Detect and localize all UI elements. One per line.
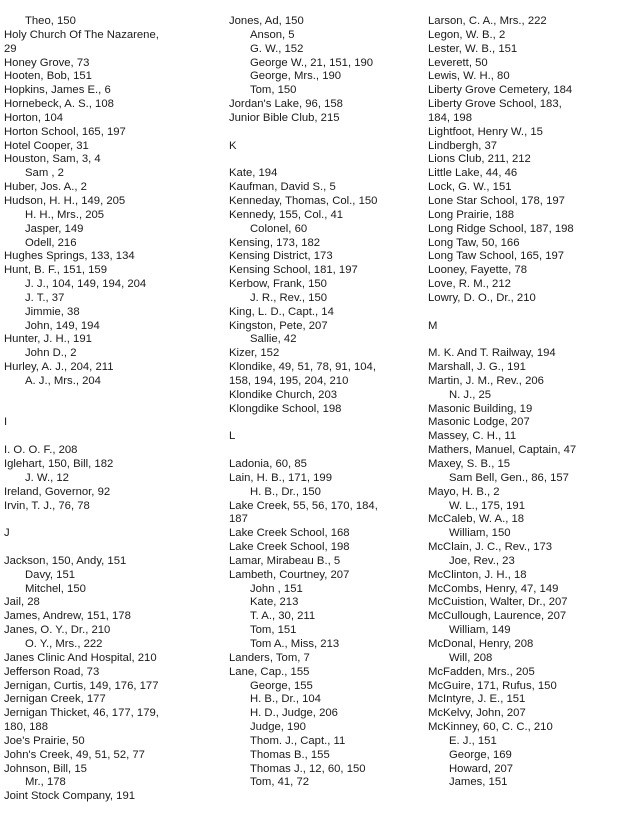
- index-entry: Lake Creek, 55, 56, 170, 184,: [229, 499, 378, 512]
- index-entry: Janes Clinic And Hospital, 210: [4, 651, 157, 664]
- index-entry: Liberty Grove School, 183,: [428, 98, 562, 111]
- index-subentry: Jimmie, 38: [25, 305, 80, 318]
- index-entry: Lake Creek School, 168: [229, 527, 350, 540]
- index-entry: Ireland, Governor, 92: [4, 485, 111, 498]
- index-entry: 29: [4, 42, 17, 55]
- index-entry: Joe's Prairie, 50: [4, 734, 85, 747]
- index-subentry: John , 151: [250, 582, 303, 595]
- index-column-left: [4, 15, 224, 804]
- index-entry: Hunter, J. H., 191: [4, 333, 92, 346]
- index-entry: Klondike, 49, 51, 78, 91, 104,: [229, 361, 376, 374]
- index-entry: Hornebeck, A. S., 108: [4, 98, 114, 111]
- index-entry: Horton, 104: [4, 111, 64, 124]
- index-entry: Hudson, H. H., 149, 205: [4, 194, 126, 207]
- index-entry: McCaleb, W. A., 18: [428, 513, 525, 526]
- index-subentry: Thomas J., 12, 60, 150: [250, 762, 366, 775]
- index-entry: Kennedy, 155, Col., 41: [229, 208, 344, 221]
- index-entry: Jefferson Road, 73: [4, 665, 100, 678]
- index-entry: Long Taw, 50, 166: [428, 236, 520, 249]
- index-subentry: Sallie, 42: [250, 333, 297, 346]
- index-subentry: H. B., Dr., 104: [250, 693, 321, 706]
- index-subentry: E. J., 151: [449, 734, 497, 747]
- index-subentry: Davy, 151: [25, 568, 76, 581]
- index-entry: Houston, Sam, 3, 4: [4, 153, 101, 166]
- index-subentry: John D., 2: [25, 347, 77, 360]
- index-entry: Landers, Tom, 7: [229, 651, 310, 664]
- index-subentry: H. H., Mrs., 205: [25, 208, 105, 221]
- index-subentry: Mitchel, 150: [25, 582, 86, 595]
- section-letter-heading: L: [229, 430, 236, 443]
- index-entry: Love, R. M., 212: [428, 278, 511, 291]
- index-entry: James, Andrew, 151, 178: [4, 610, 131, 623]
- index-entry: Marshall, J. G., 191: [428, 361, 526, 374]
- blank-line: [4, 389, 224, 403]
- index-entry: Masonic Building, 19: [428, 402, 533, 415]
- index-entry: McGuire, 171, Rufus, 150: [428, 679, 557, 692]
- index-entry: Lain, H. B., 171, 199: [229, 471, 332, 484]
- index-subentry: William, 150: [449, 527, 511, 540]
- blank-line: [4, 430, 224, 444]
- index-entry: McKinney, 60, C. C., 210: [428, 721, 553, 734]
- index-entry: Lindbergh, 37: [428, 139, 498, 152]
- index-entry: Ladonia, 60, 85: [229, 458, 307, 470]
- index-entry: Looney, Fayette, 78: [428, 264, 528, 277]
- index-entry: I. O. O. F., 208: [4, 444, 78, 457]
- index-entry: Klondike Church, 203: [229, 388, 338, 401]
- index-subentry: George, 169: [449, 748, 512, 761]
- index-entry: Jail, 28: [4, 596, 40, 609]
- index-entry: Larson, C. A., Mrs., 222: [428, 15, 547, 27]
- index-subentry: George, Mrs., 190: [250, 70, 342, 83]
- index-entry: 184, 198: [428, 111, 472, 124]
- index-subentry: J. T., 37: [25, 291, 65, 304]
- index-entry: Irvin, T. J., 76, 78: [4, 499, 90, 512]
- index-entry: Kate, 194: [229, 167, 278, 180]
- index-subentry: Thomas B., 155: [250, 748, 330, 761]
- index-entry: Holy Church Of The Nazarene,: [4, 28, 159, 41]
- index-entry: Jernigan, Curtis, 149, 176, 177: [4, 679, 159, 692]
- index-entry: Kenneday, Thomas, Col., 150: [229, 194, 378, 207]
- index-subentry: Howard, 207: [449, 762, 514, 775]
- index-subentry: Kate, 213: [250, 596, 299, 609]
- index-entry: Lamar, Mirabeau B., 5: [229, 554, 341, 567]
- index-column-middle: [229, 15, 421, 790]
- index-entry: Lightfoot, Henry W., 15: [428, 125, 543, 138]
- index-subentry: N. J., 25: [449, 388, 492, 401]
- index-entry: McClain, J. C., Rev., 173: [428, 541, 553, 554]
- index-entry: McFadden, Mrs., 205: [428, 665, 535, 678]
- index-entry: Jordan's Lake, 96, 158: [229, 98, 343, 111]
- index-entry: John's Creek, 49, 51, 52, 77: [4, 748, 145, 761]
- index-entry: Kaufman, David S., 5: [229, 181, 336, 194]
- index-entry: Junior Bible Club, 215: [229, 111, 340, 124]
- index-entry: Horton School, 165, 197: [4, 125, 126, 138]
- section-letter-heading: J: [4, 527, 10, 540]
- index-subentry: O. Y., Mrs., 222: [25, 637, 103, 650]
- index-subentry: Tom A., Miss, 213: [250, 637, 340, 650]
- index-subentry: Will, 208: [449, 651, 493, 664]
- index-entry: Hooten, Bob, 151: [4, 70, 92, 83]
- blank-line: [229, 126, 421, 140]
- index-entry: Massey, C. H., 11: [428, 430, 517, 443]
- index-entry: Hurley, A. J., 204, 211: [4, 361, 114, 374]
- index-subentry: A. J., Mrs., 204: [25, 374, 101, 387]
- index-entry: Kensing District, 173: [229, 250, 333, 263]
- index-entry: Johnson, Bill, 15: [4, 762, 87, 775]
- index-entry: Lewis, W. H., 80: [428, 70, 510, 83]
- index-entry: 180, 188: [4, 721, 48, 734]
- index-entry: Kensing School, 181, 197: [229, 264, 358, 277]
- index-subentry: Mr., 178: [25, 776, 66, 789]
- index-entry: Long Taw School, 165, 197: [428, 250, 565, 263]
- index-entry: McIntyre, J. E., 151: [428, 693, 526, 706]
- index-entry: Mayo, H. B., 2: [428, 485, 500, 498]
- index-entry: Long Ridge School, 187, 198: [428, 222, 574, 235]
- blank-line: [229, 153, 421, 167]
- index-entry: Huber, Jos. A., 2: [4, 181, 87, 194]
- index-subentry: Judge, 190: [250, 721, 306, 734]
- index-entry: Legon, W. B., 2: [428, 28, 506, 41]
- index-entry: Lake Creek School, 198: [229, 541, 350, 554]
- index-subentry: Thom. J., Capt., 11: [250, 734, 346, 747]
- index-entry: McCullough, Laurence, 207: [428, 610, 567, 623]
- index-entry: McDonal, Henry, 208: [428, 637, 534, 650]
- index-entry: 187: [229, 513, 248, 526]
- index-entry: Lambeth, Courtney, 207: [229, 568, 350, 581]
- index-subentry: Odell, 216: [25, 236, 77, 249]
- index-entry: Joint Stock Company, 191: [4, 790, 136, 803]
- index-entry: Liberty Grove Cemetery, 184: [428, 84, 573, 97]
- index-entry: Jernigan Thicket, 46, 177, 179,: [4, 707, 159, 720]
- index-subentry: Tom, 151: [250, 624, 297, 637]
- index-subentry: Theo, 150: [25, 15, 76, 27]
- index-subentry: H. D., Judge, 206: [250, 707, 338, 720]
- index-entry: Lane, Cap., 155: [229, 665, 310, 678]
- index-column-right: [428, 15, 626, 790]
- index-entry: 158, 194, 195, 204, 210: [229, 374, 349, 387]
- index-entry: Leverett, 50: [428, 56, 488, 69]
- index-entry: Hopkins, James E., 6: [4, 84, 111, 97]
- index-subentry: Sam Bell, Gen., 86, 157: [449, 471, 569, 484]
- index-entry: Klongdike School, 198: [229, 402, 342, 415]
- index-entry: McCuistion, Walter, Dr., 207: [428, 596, 568, 609]
- blank-line: [4, 513, 224, 527]
- section-letter-heading: M: [428, 319, 438, 332]
- index-entry: King, L. D., Capt., 14: [229, 305, 334, 318]
- index-entry: Jernigan Creek, 177: [4, 693, 106, 706]
- index-subentry: Sam , 2: [25, 167, 64, 180]
- index-entry: M. K. And T. Railway, 194: [428, 347, 556, 360]
- blank-line: [428, 333, 626, 347]
- index-entry: Maxey, S. B., 15: [428, 458, 511, 470]
- index-entry: Long Prairie, 188: [428, 208, 515, 221]
- blank-line: [229, 416, 421, 430]
- index-entry: McKelvy, John, 207: [428, 707, 526, 720]
- index-entry: Mathers, Manuel, Captain, 47: [428, 444, 577, 457]
- index-subentry: James, 151: [449, 776, 508, 789]
- index-entry: Hunt, B. F., 151, 159: [4, 264, 107, 277]
- index-subentry: J. J., 104, 149, 194, 204: [25, 278, 147, 291]
- index-subentry: William, 149: [449, 624, 511, 637]
- index-subentry: John, 149, 194: [25, 319, 100, 332]
- index-entry: Masonic Lodge, 207: [428, 416, 530, 429]
- index-subentry: George, 155: [250, 679, 313, 692]
- index-subentry: G. W., 152: [250, 42, 304, 55]
- section-letter-heading: I: [4, 416, 8, 429]
- index-entry: Kizer, 152: [229, 347, 280, 360]
- index-entry: McClinton, J. H., 18: [428, 568, 527, 581]
- index-subentry: W. L., 175, 191: [449, 499, 525, 512]
- index-entry: Lions Club, 211, 212: [428, 153, 531, 166]
- index-entry: McCombs, Henry, 47, 149: [428, 582, 559, 595]
- index-subentry: J. R., Rev., 150: [250, 291, 328, 304]
- index-entry: Lone Star School, 178, 197: [428, 194, 565, 207]
- index-entry: Jones, Ad, 150: [229, 15, 304, 27]
- index-entry: Jackson, 150, Andy, 151: [4, 554, 127, 567]
- index-entry: Iglehart, 150, Bill, 182: [4, 458, 114, 470]
- index-subentry: T. A., 30, 211: [250, 610, 316, 623]
- index-subentry: Tom, 150: [250, 84, 297, 97]
- index-entry: Janes, O. Y., Dr., 210: [4, 624, 111, 637]
- index-entry: Lowry, D. O., Dr., 210: [428, 291, 536, 304]
- index-entry: Honey Grove, 73: [4, 56, 90, 69]
- index-subentry: George W., 21, 151, 190: [250, 56, 374, 69]
- index-subentry: Anson, 5: [250, 28, 295, 41]
- section-letter-heading: K: [229, 139, 237, 152]
- index-subentry: Tom, 41, 72: [250, 776, 310, 789]
- blank-line: [4, 541, 224, 555]
- index-entry: Lock, G. W., 151: [428, 181, 512, 194]
- index-subentry: H. B., Dr., 150: [250, 485, 321, 498]
- index-entry: Hotel Cooper, 31: [4, 139, 89, 152]
- index-entry: Martin, J. M., Rev., 206: [428, 374, 544, 387]
- index-entry: Little Lake, 44, 46: [428, 167, 518, 180]
- index-subentry: Joe, Rev., 23: [449, 554, 515, 567]
- index-subentry: J. W., 12: [25, 471, 69, 484]
- index-subentry: Colonel, 60: [250, 222, 308, 235]
- blank-line: [229, 444, 421, 458]
- index-entry: Hughes Springs, 133, 134: [4, 250, 135, 263]
- index-entry: Kingston, Pete, 207: [229, 319, 328, 332]
- blank-line: [4, 403, 224, 417]
- index-entry: Lester, W. B., 151: [428, 42, 518, 55]
- index-entry: Kerbow, Frank, 150: [229, 278, 327, 291]
- index-entry: Kensing, 173, 182: [229, 236, 321, 249]
- blank-line: [428, 306, 626, 320]
- index-subentry: Jasper, 149: [25, 222, 84, 235]
